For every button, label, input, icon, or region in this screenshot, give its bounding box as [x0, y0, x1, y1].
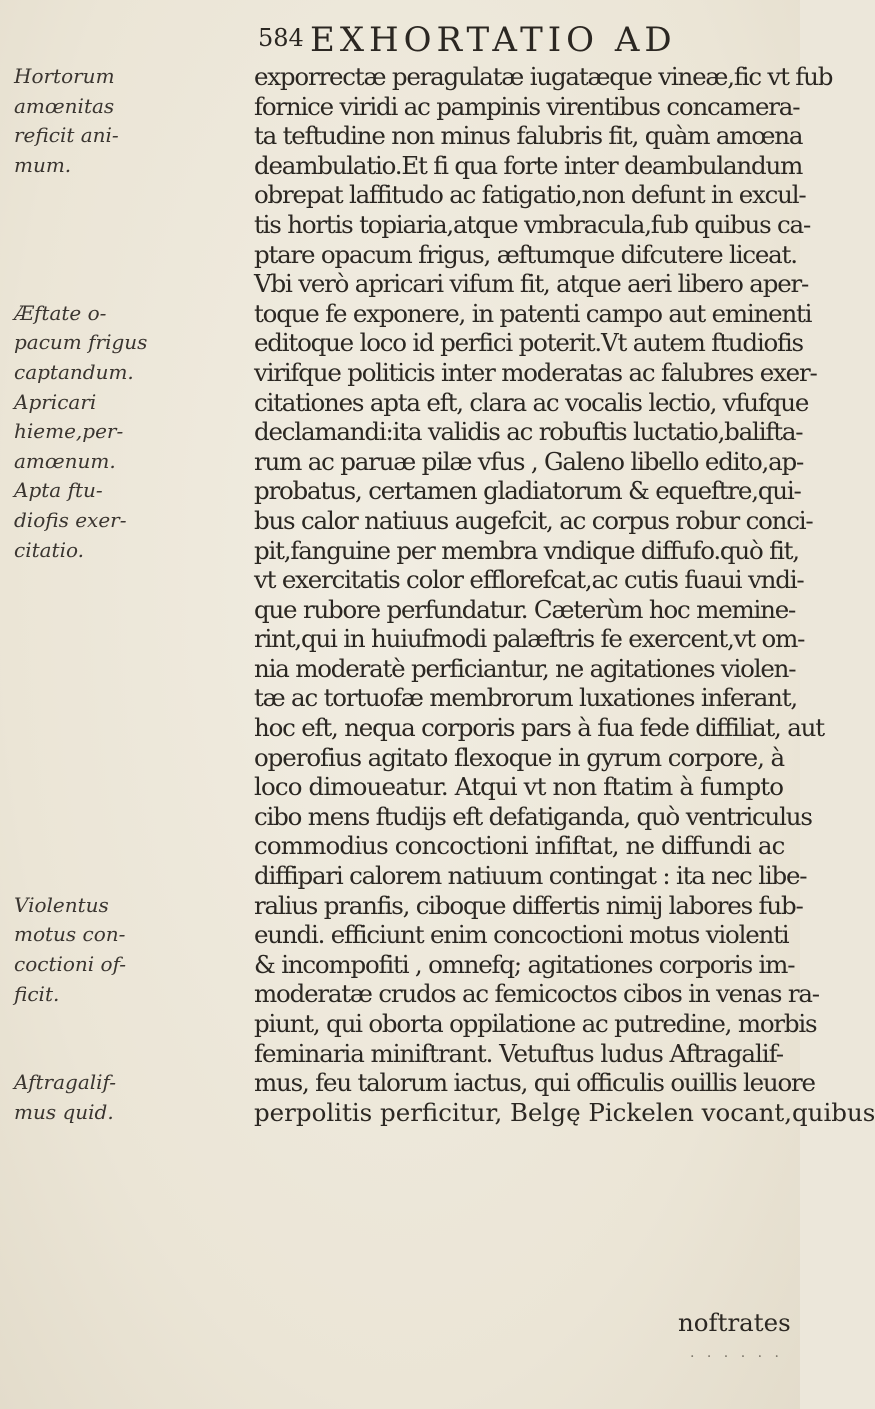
marginal-note-line: Violentus [14, 892, 109, 917]
text-line: deambulatio.Et fi qua forte inter deambulandum [254, 150, 803, 180]
text-line: feminaria miniftrant. Vetuftus ludus Aftragalif- [254, 1038, 783, 1068]
text-line: editoque loco id perfici poterit.Vt autem ftudiofis [254, 328, 803, 358]
marginal-note-violent-motion [14, 891, 239, 1009]
marginal-note-gardens [14, 62, 239, 180]
marginal-note-line: amœnitas [14, 93, 115, 118]
text-line: tæ ac tortuofæ membrorum luxationes inferant, [254, 683, 797, 713]
text-line: toque fe exponere, in patenti campo aut eminenti [254, 298, 812, 328]
text-line: hoc eft, nequa corporis pars à fua fede diffiliat, aut [254, 713, 824, 743]
page-number: 584 [258, 24, 304, 52]
text-line: exporrectæ peragulatæ iugatæque vineæ,fic vt fub [254, 62, 833, 91]
marginal-note-line: ficit. [14, 981, 60, 1006]
marginal-note-line: Aftragalif- [14, 1070, 116, 1095]
text-line: ta teftudine non minus falubris fit, quàm amœna [254, 121, 803, 151]
marginal-note-line: Hortorum [14, 64, 115, 88]
text-line: perpolitis perficitur, Belgę Pickelen vocant,quibus [254, 1097, 875, 1127]
text-line: commodius concoctioni infiftat, ne diffundi ac [254, 831, 785, 861]
marginal-note-line: citatio. [14, 537, 85, 562]
text-line: rint,qui in huiufmodi palæftris fe exercent,vt om- [254, 624, 805, 654]
foot-marks: . . . . . . [690, 1345, 783, 1361]
text-line: eundi. efficiunt enim concoctioni motus violenti [254, 920, 789, 950]
marginal-note-line: mus quid. [14, 1099, 114, 1124]
text-line: & incompofiti , omnefq; agitationes corporis im- [254, 949, 795, 979]
main-text-block [254, 62, 875, 1127]
text-line: piunt, qui oborta oppilatione ac putredine, morbis [254, 1009, 817, 1038]
text-line: moderatæ crudos ac femicoctos cibos in venas ra- [254, 979, 819, 1009]
text-line: declamandi:ita validis ac robuftis luctatio,balifta- [254, 417, 803, 447]
text-line: fornice viridi ac pampinis virentibus concamera- [254, 91, 800, 121]
text-line: obrepat laffitudo ac fatigatio,non defunt in excul- [254, 180, 806, 210]
text-line: rum ac paruæ pilæ vfus , Galeno libello edito,ap- [254, 446, 804, 476]
text-line: tis hortis topiaria,atque vmbracula,fub quibus ca- [254, 209, 811, 239]
marginal-note-line: pacum frigus [14, 330, 148, 355]
text-line: probatus, certamen gladiatorum & equeftre,qui- [254, 476, 801, 506]
text-line: loco dimoueatur. Atqui vt non ftatim à fumpto [254, 772, 784, 802]
marginal-note-line: captandum. [14, 359, 134, 384]
marginal-note-astragalismus [14, 1068, 239, 1127]
page-header [0, 20, 800, 60]
marginal-note-line: Æftate o- [14, 300, 107, 325]
text-line: ptare opacum frigus, æftumque difcutere liceat. [254, 239, 797, 269]
marginal-note-line: diofis exer- [14, 507, 127, 532]
text-line: virifque politicis inter moderatas ac falubres exer- [254, 357, 817, 387]
marginal-note-summer-shade [14, 299, 239, 565]
marginal-note-line: coctioni of- [14, 951, 127, 976]
text-line: operofius agitato flexoque in gyrum corpore, à [254, 742, 785, 772]
marginal-note-line: hieme,per- [14, 419, 124, 444]
text-line: vt exercitatis color efflorefcat,ac cutis fuaui vndi- [254, 565, 804, 595]
text-line: Vbi verò apricari vifum fit, atque aeri libero aper- [254, 269, 809, 299]
marginal-note-line: mum. [14, 152, 72, 177]
text-line: que rubore perfundatur. Cæterùm hoc memine- [254, 594, 796, 624]
text-line: ralius pranfis, ciboque differtis nimij labores fub- [254, 890, 803, 920]
text-line: bus calor natiuus augefcit, ac corpus robur conci- [254, 505, 813, 535]
text-line: citationes apta eft, clara ac vocalis lectio, vfufque [254, 387, 809, 417]
text-line: pit,fanguine per membra vndique diffufo.quò fit, [254, 535, 799, 565]
text-line: cibo mens ftudijs eft defatiganda, quò ventriculus [254, 801, 812, 831]
marginal-note-line: Apta ftu- [14, 478, 103, 503]
marginal-note-line: Apricari [14, 389, 97, 414]
running-title: EXHORTATIO AD [310, 20, 677, 60]
text-line: nia moderatè perficiantur, ne agitationes violen- [254, 653, 796, 683]
marginal-note-line: amœnum. [14, 448, 116, 473]
catchword: noftrates [678, 1308, 791, 1337]
marginal-note-line: motus con- [14, 922, 126, 947]
text-line: diffipari calorem natiuum contingat : ita nec libe- [254, 861, 807, 891]
text-line: mus, feu talorum iactus, qui officulis ouillis leuore [254, 1068, 815, 1098]
marginal-note-line: reficit ani- [14, 123, 119, 148]
